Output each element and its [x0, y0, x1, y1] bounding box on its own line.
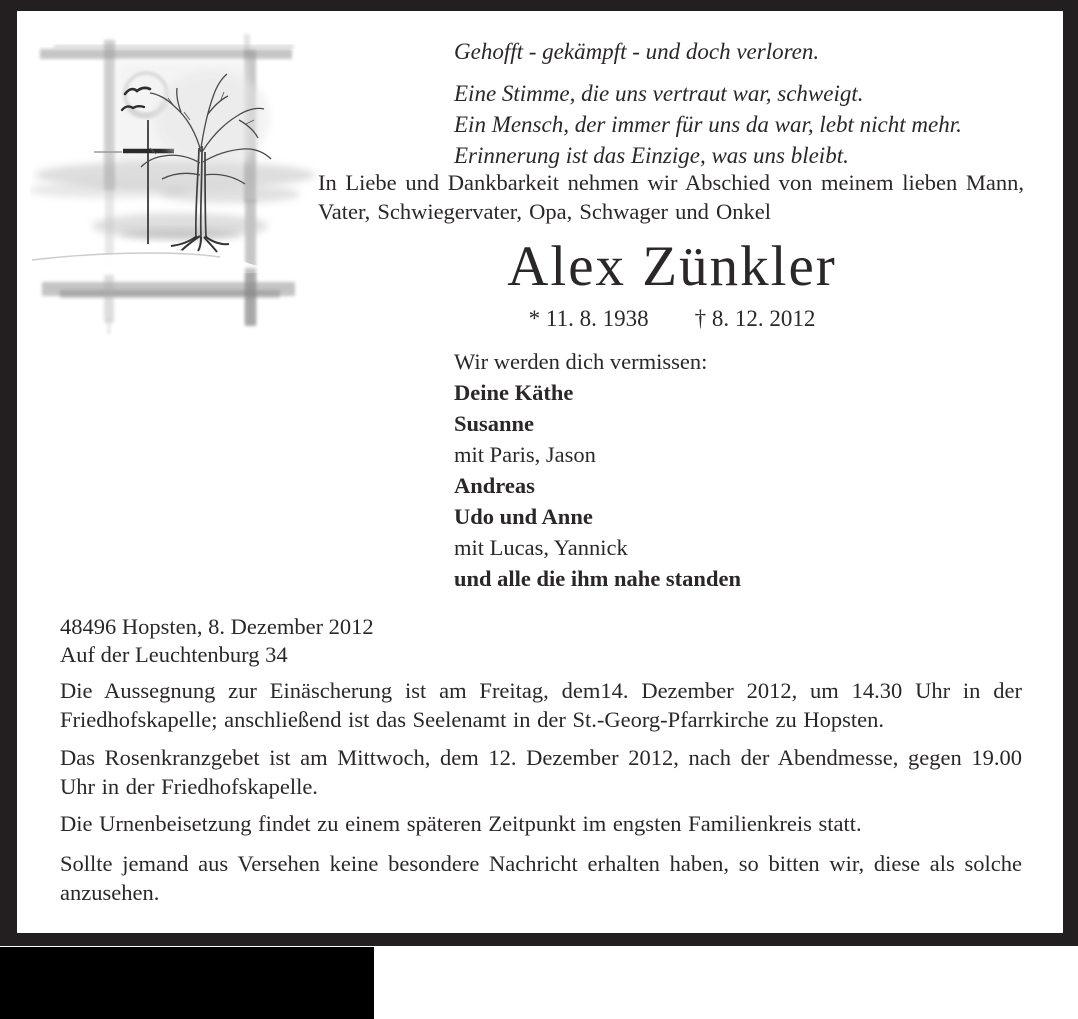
verse-line: Erinnerung ist das Einzige, was uns bleibt.	[454, 143, 849, 168]
mourner-entry: mit Lucas, Yannick	[454, 535, 628, 560]
birth-date: * 11. 8. 1938	[528, 306, 649, 331]
obituary-inner	[17, 11, 1063, 933]
notice-rosary: Das Rosenkranzgebet ist am Mittwoch, dem 12. Dezember 2012, nach der Abendmesse, gegen 19.00 Uhr in der Friedhofskapelle.	[60, 745, 1022, 799]
farewell-intro-text: In Liebe und Dankbarkeit nehmen wir Abschied von meinem lieben Mann, Vater, Schwiegervater, Opa, Schwager und Onkel	[318, 170, 1024, 224]
mourner-entry: Deine Käthe	[454, 380, 574, 405]
mourner-entry: Susanne	[454, 411, 535, 436]
mourners-heading: Wir werden dich vermissen:	[454, 349, 708, 374]
verse-line: Eine Stimme, die uns vertraut war, schweigt.	[454, 81, 864, 106]
address-street: Auf der Leuchtenburg 34	[60, 642, 288, 667]
redaction-block	[0, 947, 374, 1019]
mourner-entry: Andreas	[454, 473, 535, 498]
notice-apology: Sollte jemand aus Versehen keine besondere Nachricht erhalten haben, so bitten wir, diese als solche anzusehen.	[60, 851, 1022, 905]
verse-line: Gehofft - gekämpft - und doch verloren.	[454, 39, 820, 64]
memorial-verse	[454, 36, 962, 171]
notice-cremation: Die Aussegnung zur Einäscherung ist am Freitag, dem14. Dezember 2012, um 14.30 Uhr in der Friedhofskapelle; anschließend ist das Seelenamt in der St.-Georg-Pfarrkirche zu Hopsten.	[60, 678, 1022, 732]
mourners-list	[454, 346, 741, 594]
address-block	[60, 613, 374, 669]
notice-urn-burial: Die Urnenbeisetzung findet zu einem späteren Zeitpunkt im engsten Familienkreis statt.	[60, 811, 862, 836]
life-dates	[292, 303, 1052, 334]
mourner-entry: mit Paris, Jason	[454, 442, 596, 467]
verse-line: Ein Mensch, der immer für uns da war, lebt nicht mehr.	[454, 112, 962, 137]
address-city-date: 48496 Hopsten, 8. Dezember 2012	[60, 614, 374, 639]
ground-sketch	[30, 161, 315, 239]
death-date: † 8. 12. 2012	[694, 306, 816, 331]
mourner-entry: Udo und Anne	[454, 504, 593, 529]
deceased-name-box	[292, 235, 1052, 298]
mourner-entry: und alle die ihm nahe standen	[454, 566, 741, 591]
deceased-name: Alex Zünkler	[507, 235, 837, 298]
memorial-sketch	[30, 20, 320, 340]
